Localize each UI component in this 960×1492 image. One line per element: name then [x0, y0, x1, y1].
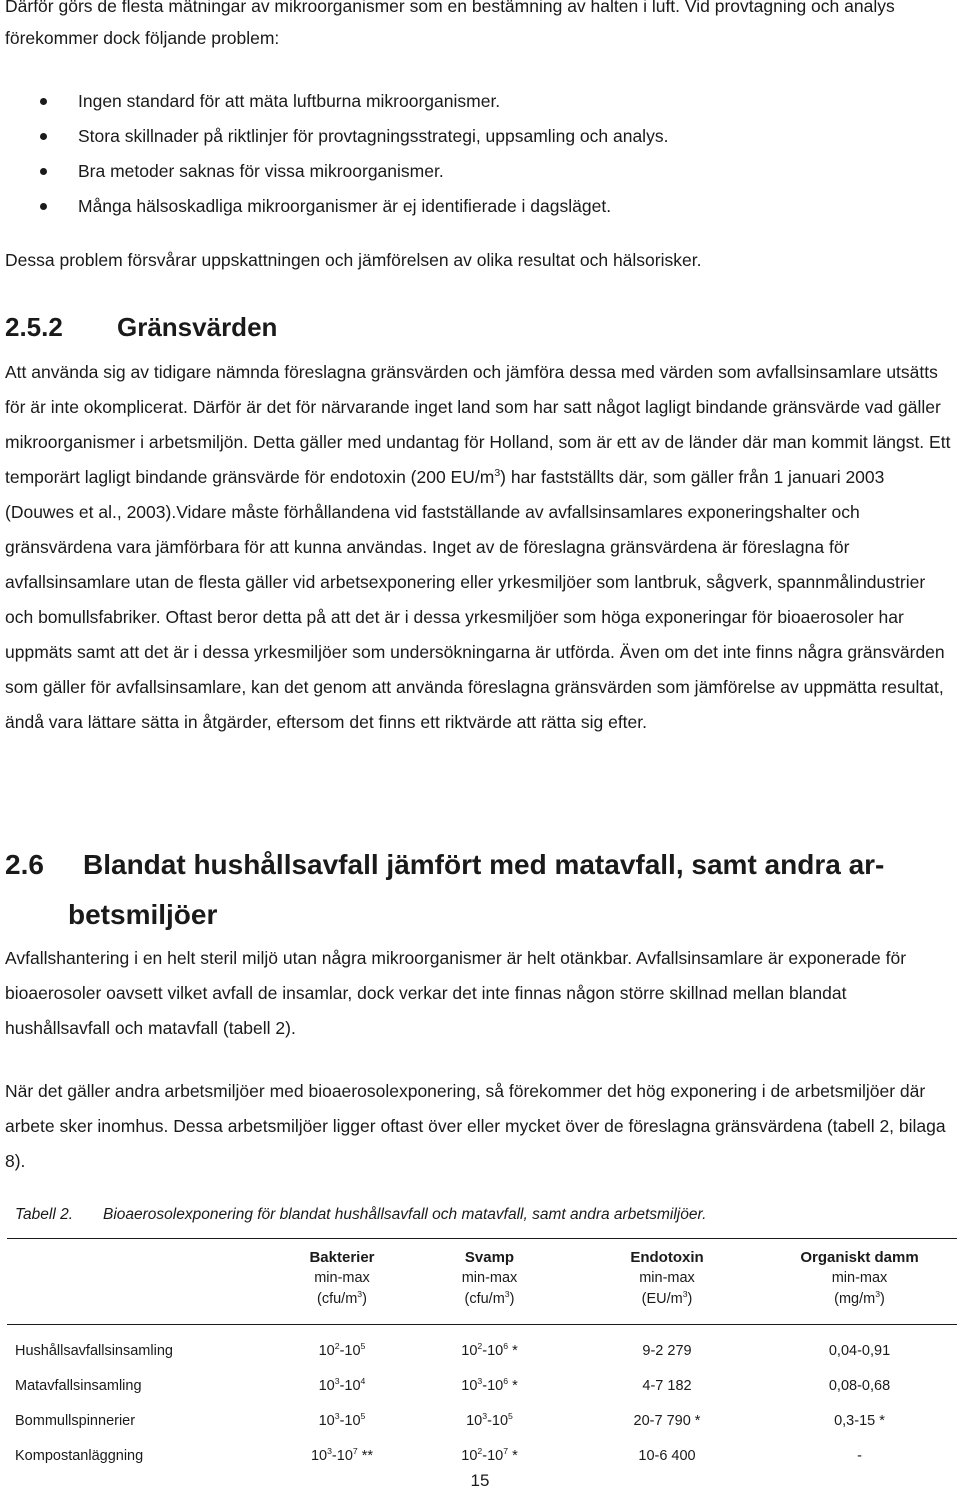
table-header-row: [7, 1239, 957, 1325]
cell-svamp: $10^2-10^7$ *: [461, 1445, 518, 1464]
cell-organiskt-damm: -: [857, 1447, 862, 1464]
list-item-text: Ingen standard för att mäta luftburna mikroorganismer.: [78, 91, 501, 111]
cell-organiskt-damm: 0,08-0,68: [828, 1377, 891, 1394]
cell-organiskt-damm: 0,3-15 *: [834, 1412, 885, 1429]
list-item: [0, 119, 950, 154]
list-item: [0, 189, 950, 224]
column-header-endotoxin: [572, 1239, 762, 1325]
cell-svamp: $10^3-10^6$ *: [461, 1375, 518, 1394]
column-title: Bakterier: [309, 1249, 375, 1266]
list-item: [0, 84, 950, 119]
column-unit: $(mg/m^3)$: [834, 1289, 885, 1307]
column-header-bakterier: [277, 1239, 407, 1325]
table-header-empty: [7, 1239, 277, 1325]
table-caption-text: Bioaerosolexponering för blandat hushållsavfall och matavfall, samt andra arbetsmiljöer.: [103, 1206, 707, 1223]
cell-bakterier: $10^2-10^5$: [318, 1340, 366, 1359]
list-item-text: Många hälsoskadliga mikroorganismer är ej identifierade i dagsläget.: [78, 196, 612, 216]
section-heading-gransvarden: [5, 309, 277, 345]
section-number: 2.5.2: [5, 312, 63, 342]
column-header-organiskt-damm: [762, 1239, 957, 1325]
intro-paragraph: Därför görs de flesta mätningar av mikroorganismer som en bestämning av halten i luft. Vid provtagning och analys förekommer dock följande problem:: [5, 0, 895, 48]
paragraph-text-part: ) har fastställts där, som gäller från 1 januari 2003 (Douwes et al., 2003).Vidare måste förhållandena vid fastställande av avfallsinsamlares exponeringshalter och gränsvärdena vara jämförbara för att kunna användas. Inget av de föreslagna gränsvärdena är föreslagna för avfallsinsamlare utan de flesta gäller vid arbetsexponering eller yrkesmiljöer som lantbruk, sågverk, spannmålindustrier och bomullsfabriker. Oftast beror detta på att det är i dessa yrkesmiljöer som höga exponeringar för bioaerosoler har uppmäts samt att det är i dessa yrkesmiljöer som undersökningarna är utförda. Även om det inte finns några gränsvärden som gäller för avfallsinsamlare, kan det genom att använda föreslagna gränsvärden som jämförelse av uppmätta resultat, ändå vara lättare sätta in åtgärder, eftersom det finns ett riktvärde att rätta sig efter.: [5, 467, 945, 732]
column-title: Endotoxin: [630, 1249, 704, 1266]
section-title-line1: Blandat hushållsavfall jämfört med matavfall, samt andra ar-: [83, 849, 885, 880]
cell-bakterier: $10^3-10^4$: [318, 1375, 366, 1394]
table-caption: [15, 1203, 706, 1227]
table-caption-label: Tabell 2.: [15, 1206, 74, 1223]
avfallshantering-paragraph: Avfallshantering i en helt steril miljö utan några mikroorganismer är helt otänkbar. Avfallsinsamlare är exponerade för bioaerosoler oavsett vilket avfall de insamlar, dock verkar det inte finnas någon större skillnad mellan blandat hushållsavfall och matavfall (tabell 2).: [5, 948, 907, 1038]
cell-endotoxin: 9-2 279: [642, 1342, 692, 1359]
column-unit: $(EU/m^3)$: [641, 1289, 693, 1307]
column-subtitle: min-max: [831, 1270, 888, 1286]
column-title: Organiskt damm: [800, 1249, 919, 1266]
cell-bakterier: $10^3-10^7$ **: [310, 1445, 374, 1464]
column-title: Svamp: [464, 1249, 515, 1266]
column-unit: $(cfu/m^3)$: [317, 1289, 367, 1307]
cell-endotoxin: 4-7 182: [642, 1377, 692, 1394]
section-title: Gränsvärden: [117, 312, 278, 342]
list-item-text: Stora skillnader på riktlinjer för provtagningsstrategi, uppsamling och analys.: [78, 126, 669, 146]
table-row: [7, 1368, 957, 1403]
column-unit: $(cfu/m^3)$: [464, 1289, 515, 1307]
section-heading-blandat: [5, 840, 955, 940]
row-label: Matavfallsinsamling: [15, 1377, 142, 1394]
gransvarden-paragraph: [5, 355, 955, 740]
cell-bakterier: $10^3-10^5$: [318, 1410, 366, 1429]
cell-endotoxin: 10-6 400: [638, 1447, 696, 1464]
bullet-icon: [40, 203, 47, 210]
row-label: Bommullspinnerier: [15, 1412, 136, 1429]
cell-svamp: $10^3-10^5$: [466, 1410, 513, 1429]
problem-summary-paragraph: Dessa problem försvårar uppskattningen och jämförelsen av olika resultat och hälsorisker.: [5, 250, 702, 270]
bullet-icon: [40, 98, 47, 105]
column-subtitle: min-max: [639, 1270, 695, 1286]
paragraph-text-part: Att använda sig av tidigare nämnda föreslagna gränsvärden och jämföra dessa med värden som avfallsinsamlare utsätts för är inte okomplicerat. Därför är det för närvarande inget land som har satt något lagligt bindande gränsvärde vad gäller mikroorganismer i arbetsmiljön. Detta gäller med undantag för Holland, som är ett av de länder där man kommit längst. Ett temporärt lagligt bindande gränsvärde för endotoxin (200 EU/m: [5, 362, 951, 487]
list-item: [0, 154, 950, 189]
column-subtitle: min-max: [461, 1270, 518, 1286]
table-row: [7, 1438, 957, 1473]
table-row: [7, 1333, 957, 1368]
column-subtitle: min-max: [314, 1270, 370, 1286]
cell-endotoxin: 20-7 790 *: [633, 1412, 701, 1429]
list-item-text: Bra metoder saknas för vissa mikroorganismer.: [78, 161, 444, 181]
table-row: [7, 1403, 957, 1438]
row-label: Kompostanläggning: [15, 1447, 144, 1464]
bullet-icon: [40, 168, 47, 175]
problem-list: [0, 84, 950, 224]
bullet-icon: [40, 133, 47, 140]
section-number: 2.6: [5, 849, 44, 880]
row-label: Hushållsavfallsinsamling: [15, 1342, 173, 1359]
cell-svamp: $10^2-10^6$ *: [461, 1340, 518, 1359]
section-title-line2: betsmiljöer: [68, 899, 218, 930]
exposure-table: [7, 1238, 957, 1473]
superscript: 3: [494, 467, 501, 480]
table-row: [7, 1325, 957, 1334]
page-number: 15: [470, 1471, 490, 1490]
cell-organiskt-damm: 0,04-0,91: [828, 1342, 891, 1359]
arbetsmiljoer-paragraph: När det gäller andra arbetsmiljöer med bioaerosolexponering, så förekommer det hög exponering i de arbetsmiljöer där arbete sker inomhus. Dessa arbetsmiljöer ligger oftast över eller mycket över de föreslagna gränsvärdena (tabell 2, bilaga 8).: [5, 1081, 946, 1171]
column-header-svamp: [407, 1239, 572, 1325]
